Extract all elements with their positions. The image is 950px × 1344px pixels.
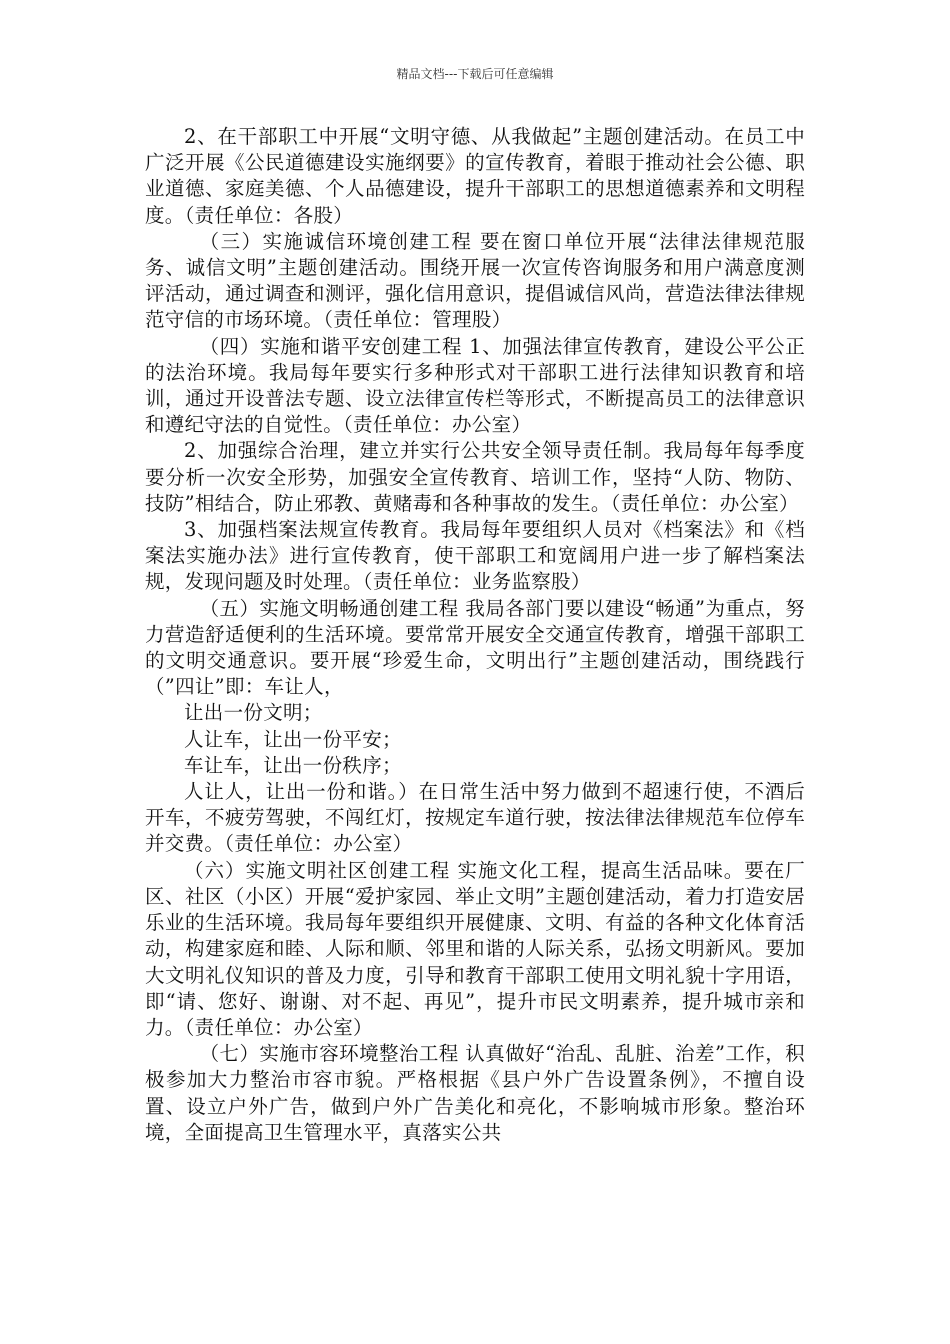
paragraph-yield-harmony: 人让人，让出一份和谐。）在日常生活中努力做到不超速行使，不酒后开车，不疲劳驾驶，不闯红灯，按规定车道行驶，按法律法律规范车位停车并交费。（责任单位：办公室） [145,780,805,856]
page-header: 精品文档---下载后可任意编辑 [396,67,554,81]
paragraph-city-appearance-project: （七）实施市容环境整治工程 认真做好“治乱、乱脏、治差”工作，积极参加大力整治市容市貌。严格根据《县户外广告设置条例》，不擅自设置、设立户外广告，做到户外广告美化和亮化，不影响城市形象。整治环境，全面提高卫生管理水平，真落实公共 [145,1042,805,1144]
paragraph-integrity-project: （三）实施诚信环境创建工程 要在窗口单位开展“法律法律规范服务、诚信文明”主题创建活动。围绕开展一次宣传咨询服务和用户满意度测评活动，通过调查和测评，强化信用意识，提倡诚信风尚，营造法律法律规范守信的市场环境。（责任单位：管理股） [145,229,805,332]
document-body [145,124,805,1146]
paragraph-safety-management: 2、加强综合治理，建立并实行公共安全领导责任制。我局每年每季度要分析一次安全形势，加强安全宣传教育、培训工作，坚持“人防、物防、技防”相结合，防止邪教、黄赌毒和各种事故的发生。（责任单位：办公室） [145,439,805,515]
paragraph-community-project: （六）实施文明社区创建工程 实施文化工程，提高生活品味。要在厂区、社区（小区）开展“爱护家园、举止文明”主题创建活动，着力打造安居乐业的生活环境。我局每年要组织开展健康、文明、有益的各种文化体育活动，构建家庭和睦、人际和顺、邻里和谐的人际关系，弘扬文明新风。要加大文明礼仪知识的普及力度，引导和教育干部职工使用文明礼貌十字用语，即“请、您好、谢谢、对不起、再见”，提升市民文明素养，提升城市亲和力。（责任单位：办公室） [145,858,805,1039]
paragraph-morality-campaign: 2、在干部职工中开展“文明守德、从我做起”主题创建活动。在员工中广泛开展《公民道德建设实施纲要》的宣传教育，着眼于推动社会公德、职业道德、家庭美德、个人品德建设，提升干部职工的思想道德素养和文明程度。（责任单位：各股） [145,125,805,227]
paragraph-yield-safety: 人让车，让出一份平安； [184,727,402,751]
paragraph-harmony-project: （四）实施和谐平安创建工程 1、加强法律宣传教育，建设公平公正的法治环境。我局每年要实行多种形式对干部职工进行法律知识教育和培训，通过开设普法专题、设立法律宣传栏等形式，不断提高员工的法律意识和遵纪守法的自觉性。（责任单位：办公室） [145,334,805,437]
paragraph-yield-order: 车让车，让出一份秩序； [184,753,402,777]
paragraph-archives-education: 3、加强档案法规宣传教育。我局每年要组织人员对《档案法》和《档案法实施办法》进行宣传教育，使干部职工和宽阔用户进一步了解档案法规，发现问题及时处理。（责任单位：业务监察股） [145,518,805,594]
paragraph-yield-civility: 让出一份文明； [184,701,323,725]
paragraph-traffic-project: （五）实施文明畅通创建工程 我局各部门要以建设“畅通”为重点，努力营造舒适便利的生活环境。要常常开展安全交通宣传教育，增强干部职工的文明交通意识。要开展“珍爱生命，文明出行”主题创建活动，围绕践行（”四让”即：车让人， [145,596,805,699]
